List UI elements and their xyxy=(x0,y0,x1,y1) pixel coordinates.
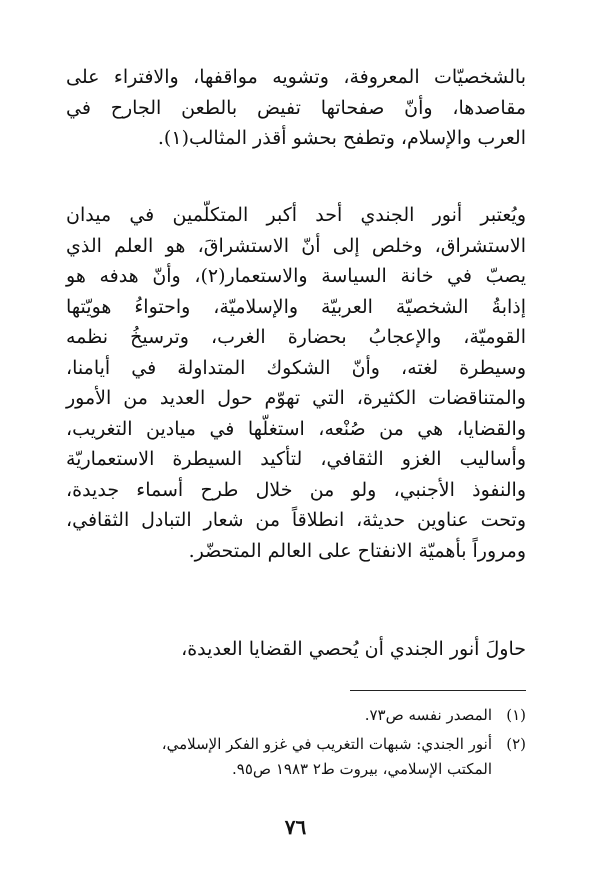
paragraph-2 xyxy=(66,200,526,566)
paragraph-line: ومروراً بأهميّة الانفتاح على العالم المتحضّر. xyxy=(188,539,526,562)
paragraph-line: يصبّ في خانة السياسة والاستعمار(٢)، وأنّ هدفه هو xyxy=(66,265,527,287)
paragraph-line: إذابةُ الشخصيّة العربيّة والإسلاميّة، واحتواءُ هويّتها xyxy=(66,295,526,318)
paragraph-3 xyxy=(66,634,526,665)
paragraph-line: وأساليب الغزو الثقافي، لتأكيد السيطرة الاستعماريّة xyxy=(66,448,526,470)
footnote-text xyxy=(66,703,492,728)
paragraph-line: وسيطرة لغته، وأنّ الشكوك المتداولة في أيامنا، xyxy=(66,356,526,379)
paragraph-line: حاولَ أنور الجندي أن يُحصي القضايا العديدة، xyxy=(181,638,526,660)
footnote-line: المكتب الإسلامي، بيروت ط٢ ١٩٨٣ ص٩٥. xyxy=(232,760,492,778)
paragraph-1 xyxy=(66,62,526,154)
paragraph-line: والقضايا، هي من صُنْعه، استغلّها في ميادين التغريب، xyxy=(66,417,526,440)
paragraph-line: ويُعتبر أنور الجندي أحد أكبر المتكلّمين في ميدان xyxy=(66,204,526,226)
footnote-line: المصدر نفسه ص٧٣. xyxy=(364,706,492,724)
paragraph-line: الاستشراق، وخلص إلى أنّ الاستشراقَ، هو العلم الذي xyxy=(66,234,526,257)
footnote-line: أنور الجندي: شبهات التغريب في غزو الفكر الإسلامي، xyxy=(161,735,492,753)
footnotes xyxy=(66,703,526,786)
footnote-number: (٢) xyxy=(506,735,526,753)
paragraph-line: والمتناقضات الكثيرة، التي تهوّم حول العديد من الأمور xyxy=(66,387,526,409)
footnote-number: (١) xyxy=(506,706,526,724)
paragraph-line: والنفوذ الأجنبي، ولو من خلال طرح أسماء جديدة، xyxy=(66,478,526,501)
paragraph-line: بالشخصيّات المعروفة، وتشويه مواقفها، والافتراء على xyxy=(66,66,526,88)
paragraph-line: وتحت عناوين حديثة، انطلاقاً من شعار التبادل الثقافي، xyxy=(66,509,526,531)
footnote-divider xyxy=(350,690,526,691)
paragraph-line: القوميّة، والإعجابُ بحضارة الغرب، وترسيخُ نظمه xyxy=(66,326,526,348)
footnote-2 xyxy=(66,732,526,782)
paragraph-line: العرب والإسلام، وتطفح بحشو أقذر المثالب(١). xyxy=(157,127,526,149)
footnote-1 xyxy=(66,703,526,728)
footnote-text xyxy=(66,732,492,782)
paragraph-line: مقاصدها، وأنّ صفحاتها تفيض بالطعن الجارح في xyxy=(66,96,526,119)
page-number: ٧٦ xyxy=(284,815,307,839)
